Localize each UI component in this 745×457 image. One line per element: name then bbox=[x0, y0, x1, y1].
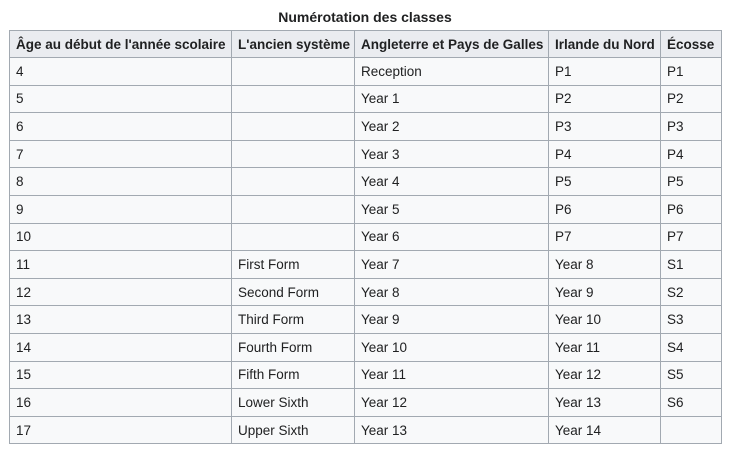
cell-age: 9 bbox=[10, 195, 232, 223]
cell-england-wales: Year 7 bbox=[355, 251, 549, 279]
cell-scotland bbox=[661, 416, 722, 444]
cell-england-wales: Year 10 bbox=[355, 333, 549, 361]
cell-old-system bbox=[232, 195, 355, 223]
cell-age: 5 bbox=[10, 85, 232, 113]
table-row bbox=[10, 195, 722, 223]
cell-england-wales: Year 12 bbox=[355, 389, 549, 417]
table-row bbox=[10, 306, 722, 334]
cell-england-wales: Year 3 bbox=[355, 140, 549, 168]
cell-scotland: S3 bbox=[661, 306, 722, 334]
cell-england-wales: Reception bbox=[355, 58, 549, 86]
cell-england-wales: Year 1 bbox=[355, 85, 549, 113]
cell-old-system bbox=[232, 85, 355, 113]
header-scotland: Écosse bbox=[661, 31, 722, 58]
cell-england-wales: Year 4 bbox=[355, 168, 549, 196]
cell-age: 10 bbox=[10, 223, 232, 251]
cell-old-system bbox=[232, 223, 355, 251]
table-row bbox=[10, 168, 722, 196]
cell-england-wales: Year 9 bbox=[355, 306, 549, 334]
cell-old-system: First Form bbox=[232, 251, 355, 279]
cell-england-wales: Year 6 bbox=[355, 223, 549, 251]
cell-age: 16 bbox=[10, 389, 232, 417]
cell-northern-ireland: P1 bbox=[549, 58, 661, 86]
cell-scotland: P3 bbox=[661, 113, 722, 141]
cell-old-system: Upper Sixth bbox=[232, 416, 355, 444]
cell-northern-ireland: Year 10 bbox=[549, 306, 661, 334]
cell-old-system bbox=[232, 140, 355, 168]
cell-old-system bbox=[232, 168, 355, 196]
cell-scotland: P7 bbox=[661, 223, 722, 251]
cell-old-system bbox=[232, 113, 355, 141]
cell-age: 14 bbox=[10, 333, 232, 361]
header-old-system: L'ancien système bbox=[232, 31, 355, 58]
class-numbering-table-container bbox=[9, 6, 721, 444]
cell-age: 4 bbox=[10, 58, 232, 86]
table-row bbox=[10, 278, 722, 306]
table-row bbox=[10, 251, 722, 279]
cell-northern-ireland: P3 bbox=[549, 113, 661, 141]
cell-old-system: Fifth Form bbox=[232, 361, 355, 389]
header-northern-ireland: Irlande du Nord bbox=[549, 31, 661, 58]
cell-northern-ireland: Year 8 bbox=[549, 251, 661, 279]
cell-scotland: S5 bbox=[661, 361, 722, 389]
cell-age: 17 bbox=[10, 416, 232, 444]
cell-scotland: S6 bbox=[661, 389, 722, 417]
cell-england-wales: Year 13 bbox=[355, 416, 549, 444]
table-caption: Numérotation des classes bbox=[278, 9, 452, 25]
cell-old-system: Third Form bbox=[232, 306, 355, 334]
cell-england-wales: Year 8 bbox=[355, 278, 549, 306]
cell-northern-ireland: P7 bbox=[549, 223, 661, 251]
cell-age: 11 bbox=[10, 251, 232, 279]
cell-old-system: Second Form bbox=[232, 278, 355, 306]
table-row bbox=[10, 223, 722, 251]
cell-northern-ireland: Year 13 bbox=[549, 389, 661, 417]
cell-scotland: P2 bbox=[661, 85, 722, 113]
cell-old-system bbox=[232, 58, 355, 86]
cell-northern-ireland: P4 bbox=[549, 140, 661, 168]
table-row bbox=[10, 416, 722, 444]
cell-old-system: Fourth Form bbox=[232, 333, 355, 361]
table-row bbox=[10, 58, 722, 86]
table-header-row bbox=[10, 31, 722, 58]
table-row bbox=[10, 389, 722, 417]
cell-age: 15 bbox=[10, 361, 232, 389]
cell-england-wales: Year 11 bbox=[355, 361, 549, 389]
table-row bbox=[10, 140, 722, 168]
cell-scotland: P4 bbox=[661, 140, 722, 168]
cell-scotland: S1 bbox=[661, 251, 722, 279]
cell-old-system: Lower Sixth bbox=[232, 389, 355, 417]
table-row bbox=[10, 333, 722, 361]
cell-age: 12 bbox=[10, 278, 232, 306]
cell-scotland: S2 bbox=[661, 278, 722, 306]
table-row bbox=[10, 113, 722, 141]
cell-northern-ireland: P6 bbox=[549, 195, 661, 223]
cell-england-wales: Year 5 bbox=[355, 195, 549, 223]
header-age: Âge au début de l'année scolaire bbox=[10, 31, 232, 58]
cell-northern-ireland: Year 14 bbox=[549, 416, 661, 444]
cell-age: 7 bbox=[10, 140, 232, 168]
cell-scotland: S4 bbox=[661, 333, 722, 361]
cell-northern-ireland: P2 bbox=[549, 85, 661, 113]
cell-age: 8 bbox=[10, 168, 232, 196]
table-row bbox=[10, 361, 722, 389]
table-row bbox=[10, 85, 722, 113]
cell-northern-ireland: P5 bbox=[549, 168, 661, 196]
cell-age: 13 bbox=[10, 306, 232, 334]
cell-age: 6 bbox=[10, 113, 232, 141]
class-numbering-table bbox=[9, 30, 722, 444]
table-body bbox=[10, 58, 722, 444]
header-england-wales: Angleterre et Pays de Galles bbox=[355, 31, 549, 58]
cell-england-wales: Year 2 bbox=[355, 113, 549, 141]
cell-northern-ireland: Year 12 bbox=[549, 361, 661, 389]
cell-northern-ireland: Year 11 bbox=[549, 333, 661, 361]
cell-scotland: P6 bbox=[661, 195, 722, 223]
cell-scotland: P1 bbox=[661, 58, 722, 86]
cell-northern-ireland: Year 9 bbox=[549, 278, 661, 306]
cell-scotland: P5 bbox=[661, 168, 722, 196]
